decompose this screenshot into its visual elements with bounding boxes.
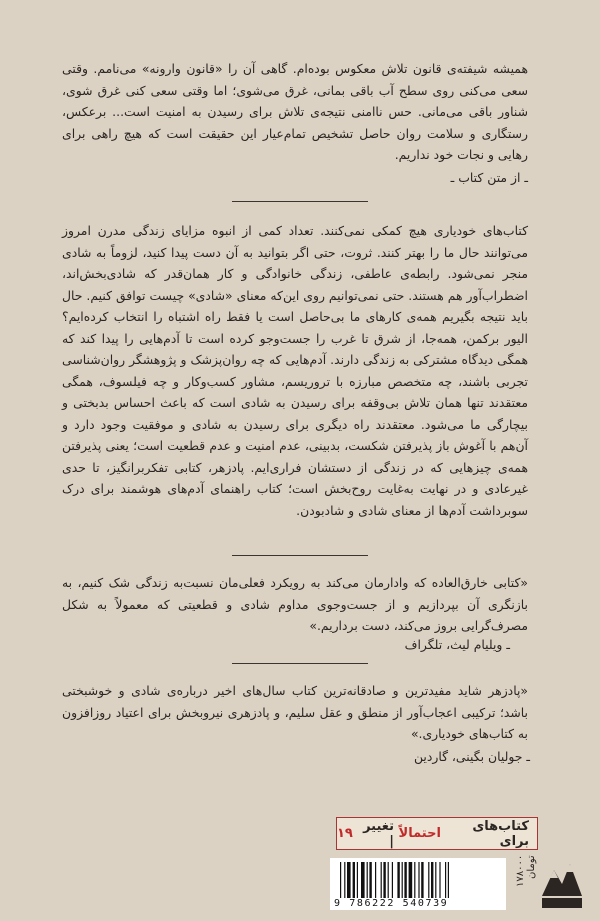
divider: [232, 201, 368, 202]
quote-guardian: «پادزهر شاید مفیدترین و صادقانه‌ترین کتاب سال‌های اخیر درباره‌ی شادی و خوشبختی باشد؛ ترکیبی اعجاب‌آور از منطق و عقل سلیم، و پادزهری نیروبخش برای اعتیاد روزافزون به کتاب‌های خودیاری.»: [62, 683, 528, 741]
quote-telegraph: «کتابی خارق‌العاده که وادارمان می‌کند به رویکرد فعلی‌مان نسبت‌به زندگی شک کنیم، به بازنگری آن بپردازیم و از جست‌وجوی مداوم شادی و قطعیتی که معمولاً به شکل مصرف‌گرایی بروز می‌کند، دست برداریم.»: [62, 575, 528, 633]
price-label: ۱۷۸۰۰۰ تومان: [515, 855, 537, 888]
quote-guardian-source: ـ جولیان بگینی، گاردین: [413, 749, 530, 764]
divider: [232, 663, 368, 664]
series-highlight: احتمالاً: [398, 826, 441, 841]
excerpt-paragraph: همیشه شیفته‌ی قانون تلاش معکوس بوده‌ام. گاهی آن را «قانون وارونه» می‌نامم. وقتی سعی می‌کنی روی سطح آب باقی بمانی، غرق می‌شوی؛ اما وقتی سعی کنی غرق شوی، شناور باقی می‌مانی. حس ناامنی نتیجه‌ی تلاش برای رسیدن به امنیت است... برعکس، رستگاری و سلامت روان حاصل تشخیص تمام‌عیار این حقیقت است که هیچ راهی برای رهایی و نجات خود نداریم.: [62, 61, 528, 162]
divider: [232, 555, 368, 556]
description-paragraph: کتاب‌های خودیاری هیچ کمکی نمی‌کنند. تعداد کمی از انبوه مزایای زندگی مدرن امروز می‌توانند حال ما را بهتر کنند. ثروت، حتی اگر بتوانید به آن دست پیدا کنید، لزوماً به شادی منجر نمی‌شود. رابطه‌ی عاطفی، زندگی خانوادگی و کار همان‌قدر که شادی‌بخش‌اند، اضطراب‌آور هم هستند. حتی نمی‌توانیم روی این‌که معنای «شادی» چیست توافق کنیم. حال باید نتیجه بگیریم همه‌ی کارهای ما بی‌حاصل است یا فقط راه اشتباه را انتخاب کرده‌ایم؟ الیور برکمن، همه‌جا، از شرق تا غرب را جست‌وجو کرده است تا آدم‌هایی را پیدا کند که همگی دیدگاه مشترکی به زندگی دارند. آدم‌هایی که چه روان‌پزشک و پژوهشگر روان‌شناسی تجربی باشند، چه متخصص مبارزه با تروریسم، مشاور کسب‌وکار و چه فیلسوف، همگی معتقدند تنها همان تلاش بی‌وقفه برای رسیدن به شادی است که باعث احساس بدبختی و بیچارگی ما می‌شود. معتقدند راه دیگری برای رسیدن به شادی و موفقیت وجود دارد و آن‌هم با آغوش باز پذیرفتن شکست، بدبینی، عدم امنیت و عدم قطعیت است؛ یعنی پذیرفتن همه‌ی چیزهایی که در زندگی از دستشان فراری‌ایم. پادزهر، کتابی تفکربرانگیز، تا حدی غیرعادی و در نهایت به‌غایت روح‌بخش است؛ کتاب راهنمای آدم‌های هوشمند برای درک سوبرداشت آدم‌ها از معنای شادی و شادبودن.: [62, 223, 528, 518]
quote-telegraph-source: ـ ویلیام لیث، تلگراف: [404, 637, 510, 652]
series-label: [336, 817, 538, 850]
publisher-logo: [540, 856, 584, 912]
excerpt-source: ـ از متن کتاب ـ: [450, 170, 528, 185]
barcode-bars: [340, 862, 496, 898]
barcode-digits: 9 786222 540739: [334, 898, 449, 909]
barcode: [330, 858, 506, 910]
series-number: ۱۹: [337, 826, 353, 841]
series-prefix: کتاب‌های برای: [472, 818, 529, 849]
series-suffix: تغییر |: [363, 818, 394, 849]
